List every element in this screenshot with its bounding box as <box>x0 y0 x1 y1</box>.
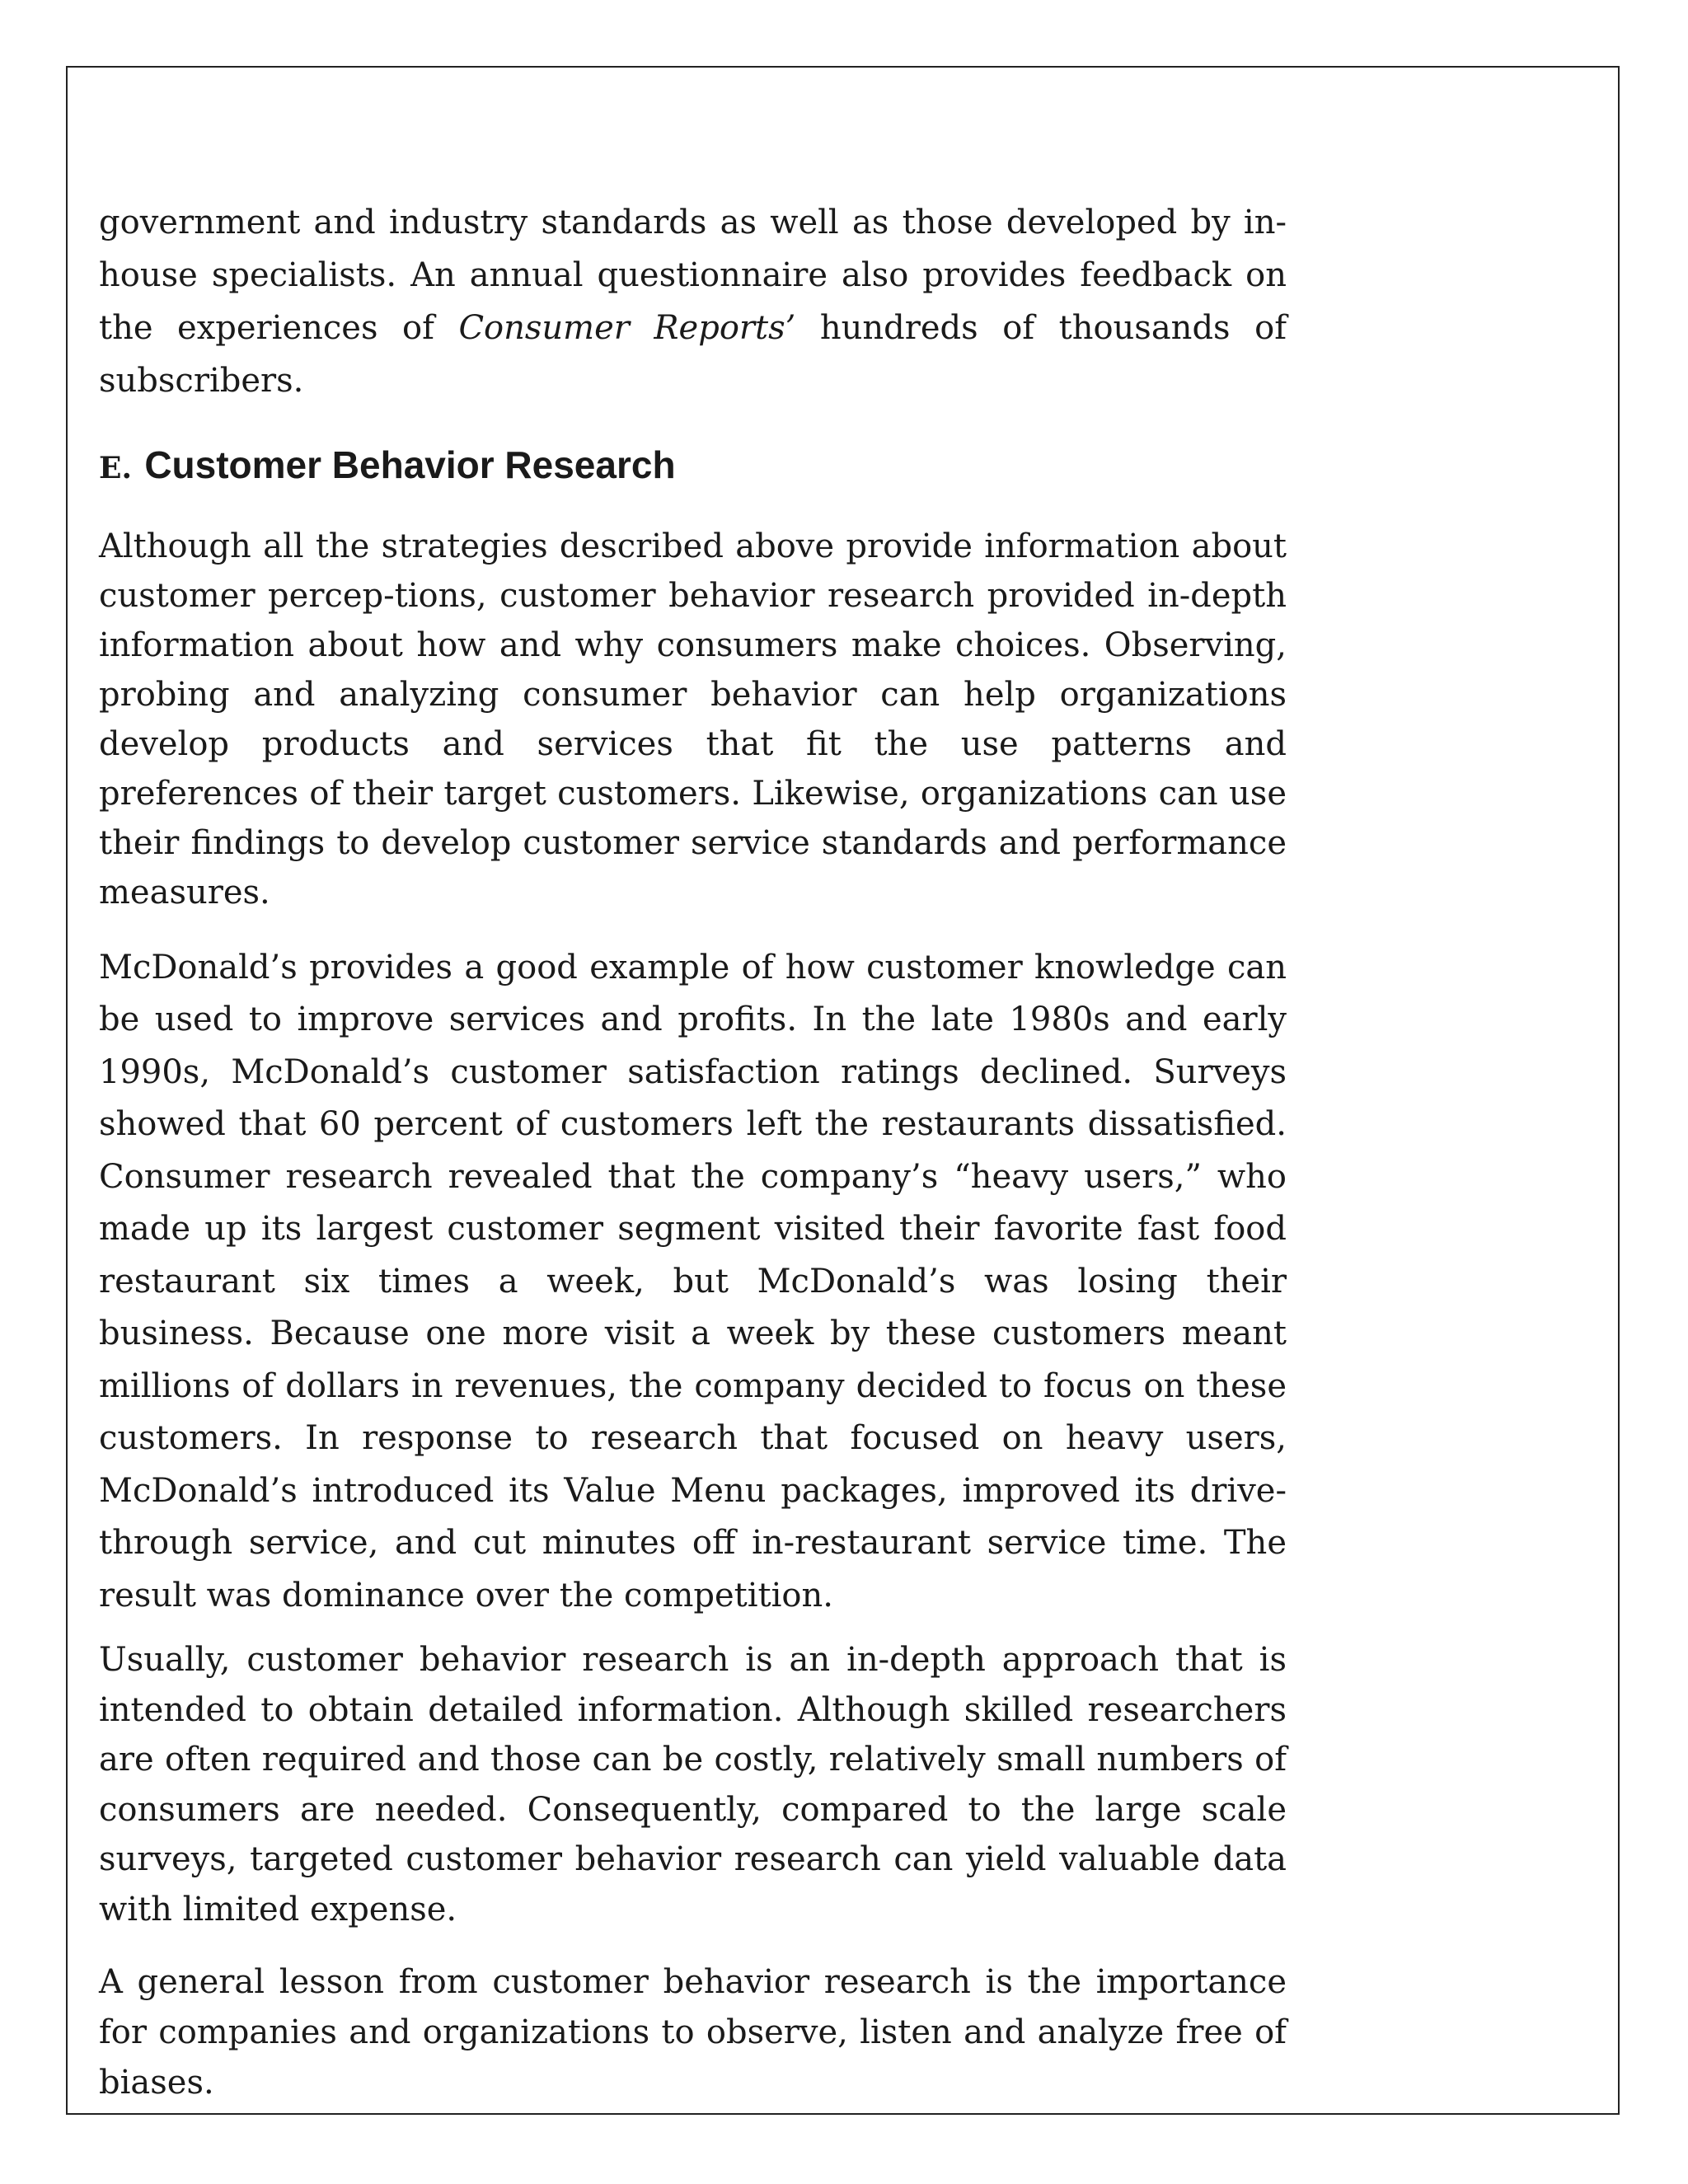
section-letter: E. <box>99 451 132 485</box>
intro-text-before: government and industry standards as well as those developed by in-house specialists. An annual questionnaire also provides feedback on the experiences of <box>99 204 1287 347</box>
paragraph-in-depth-approach: Usually, customer behavior research is an in-depth approach that is intended to obtain detailed information. Although skilled researchers are often required and those can be costly, relatively small numbers of consumers are needed. Consequently, compared to the large scale surveys, targeted customer behavior research can yield valuable data with limited expense. <box>99 1641 1287 1929</box>
section-title: Customer Behavior Research <box>144 443 676 486</box>
paragraph-general-lesson: A general lesson from customer behavior research is the importance for companies and organizations to observe, listen and analyze free of biases. <box>99 1963 1287 2102</box>
intro-paragraph <box>99 196 1287 407</box>
publication-title: Consumer Reports’ <box>458 309 796 347</box>
paragraph-behavior-research: Although all the strategies described above provide information about customer percep-tions, customer behavior research provided in-depth information about how and why consumers make choices. Observing, probing and analyzing consumer behavior can help organizations develop products and services that fit the use patterns and preferences of their target customers. Likewise, organizations can use their findings to develop customer service standards and performance measures. <box>99 527 1287 912</box>
paragraph-mcdonalds-example: McDonald’s provides a good example of how customer knowledge can be used to improve services and profits. In the late 1980s and early 1990s, McDonald’s customer satisfaction ratings declined. Surveys showed that 60 percent of customers left the restaurants dissatisfied. Consumer research revealed that the company’s “heavy users,” who made up its largest customer segment visited their favorite fast food restaurant six times a week, but McDonald’s was losing their business. Because one more visit a week by these customers meant millions of dollars in revenues, the company decided to focus on these customers. In response to research that focused on heavy users, McDonald’s introduced its Value Menu packages, improved its drive-through service, and cut minutes off in-restaurant service time. The result was dominance over the competition. <box>99 948 1287 1615</box>
intro-text-after: hundreds of thousands of subscribers. <box>99 309 1287 400</box>
page-content <box>99 196 1287 2108</box>
section-heading <box>99 442 1287 491</box>
